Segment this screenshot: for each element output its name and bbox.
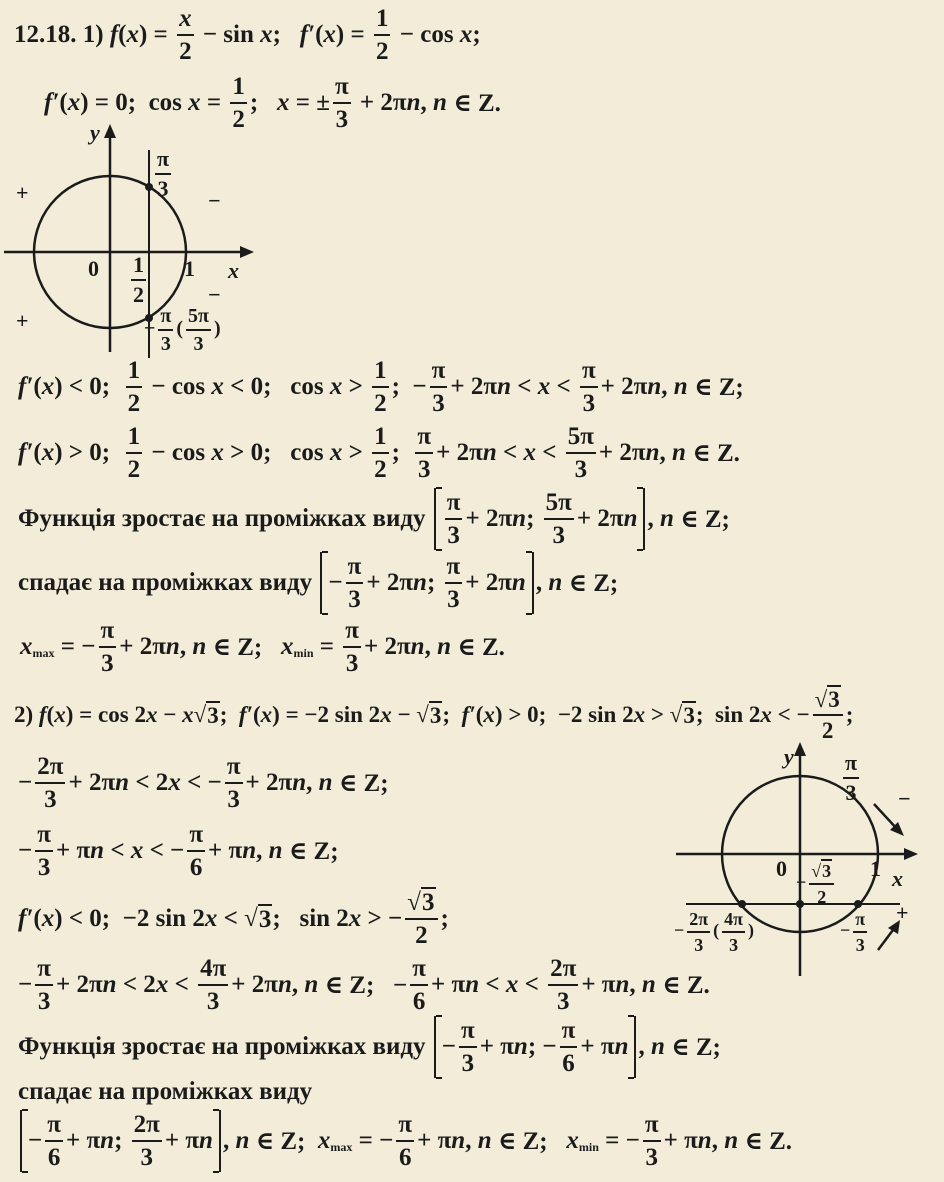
- p2-decrease-text: спадає на проміжках виду: [18, 1078, 313, 1105]
- diag2-neg-root3-half: − $\frac{√3}{2}$: [796, 862, 837, 906]
- diag1-sign-plus-bottom: +: [16, 308, 29, 333]
- part1-line-1: 12.18. 1) f ( x ) = x 2 − sin x ; f′ ( x ) = 1 2 − cos x ;: [14, 5, 481, 65]
- part2-label: 2): [14, 702, 34, 727]
- diag1-one: 1: [184, 256, 195, 281]
- p1-increase-text: Функція зростає на проміжках виду: [18, 505, 426, 532]
- diag1-half: $\frac{1}{2}$: [133, 252, 144, 307]
- diag1-sign-minus-bottom: −: [208, 282, 221, 307]
- diag2-origin: 0: [776, 856, 787, 881]
- part1-line-3: f′ ( x ) < 0; 1 2 − cos x < 0; cos x > 1 2 ; − π 3 + 2π n < x < π 3 + 2π n , n ∈ Z;: [18, 357, 744, 417]
- part2-line-2: − 2π 3 + 2π n < 2 x < − π 3 + 2π n , n ∈ Z;: [18, 753, 389, 813]
- diag1-y-label: y: [90, 120, 100, 145]
- part1-label: 1): [82, 21, 104, 48]
- part2-line-5: − π 3 + 2π n < 2 x < 4π 3 + 2π n , n ∈ Z; − π 6 + π n < x < 2π 3 + π n , n ∈ Z.: [18, 955, 710, 1015]
- part2-line-4: f′ ( x ) < 0; −2 sin 2 x < √ 3 ; sin 2 x > − √3 2 ;: [18, 889, 449, 949]
- unit-circle-diagram-1: [4, 122, 264, 362]
- p1-decrease-text: спадає на проміжках виду: [18, 569, 313, 596]
- part1-line-7: x max = − π 3 + 2π n , n ∈ Z; x min = π 3 + 2π n , n ∈ Z.: [20, 617, 505, 677]
- part1-line-6: спадає на проміжках виду − π 3 + 2π n ; π 3 + 2π n , n ∈ Z;: [18, 553, 619, 613]
- part1-line-4: f′ ( x ) > 0; 1 2 − cos x > 0; cos x > 1 2 ; π 3 + 2π n < x < 5π 3 + 2π n , n ∈ Z.: [18, 423, 740, 483]
- part2-line-3: − π 3 + π n < x < − π 6 + π n , n ∈ Z;: [18, 821, 339, 881]
- part2-line-1: 2) f ( x ) = cos 2 x − x √ 3 ; f′ ( x ) = −2 sin 2 x − √ 3 ; f′ ( x ) > 0; −2 sin 2 x > √ 3 ; sin 2 x < − √3 2 ;: [14, 687, 854, 743]
- diag2-top-label: $\frac{\pi}{3}$: [845, 750, 858, 805]
- diag2-one: 1: [870, 856, 881, 881]
- diag2-right-label: − $\frac{\pi}{3}$: [840, 909, 866, 955]
- diag1-bottom-label: − $\frac{\pi}{3}$ ( $\frac{5\pi}{3}$ ): [144, 305, 221, 355]
- diag2-sign-minus: −: [898, 786, 911, 811]
- part1-line-2: f′ ( x ) = 0; cos x = 1 2 ; x = ± π 3 + 2π n , n ∈ Z.: [44, 73, 501, 133]
- diag1-origin: 0: [88, 256, 99, 281]
- part2-line-7: [18, 1078, 312, 1106]
- diag1-x-label: x: [228, 258, 239, 283]
- problem-number: 12.18.: [14, 21, 77, 48]
- part1-line-5: Функція зростає на проміжках виду π 3 + 2π n ; 5π 3 + 2π n , n ∈ Z;: [18, 489, 730, 549]
- diag1-top-label: $\frac{\pi}{3}$: [157, 146, 170, 201]
- diag2-left-label: − $\frac{2\pi}{3}$ ( $\frac{4\pi}{3}$ ): [674, 909, 755, 955]
- diag2-y-label: y: [784, 744, 794, 769]
- diag2-x-label: x: [892, 866, 903, 891]
- part2-line-6: Функція зростає на проміжках виду − π 3 + π n ; − π 6 + π n , n ∈ Z;: [18, 1017, 721, 1077]
- diag1-sign-plus-top: +: [16, 180, 29, 205]
- diag2-sign-plus: +: [896, 900, 909, 925]
- part2-line-8: − π 6 + π n ; 2π 3 + π n , n ∈ Z; x max = − π 6 + π n , n ∈ Z; x min = − π 3 + π n , n ∈ Z.: [18, 1110, 792, 1172]
- diag1-sign-minus-top: −: [208, 188, 221, 213]
- p2-increase-text: Функція зростає на проміжках виду: [18, 1033, 426, 1060]
